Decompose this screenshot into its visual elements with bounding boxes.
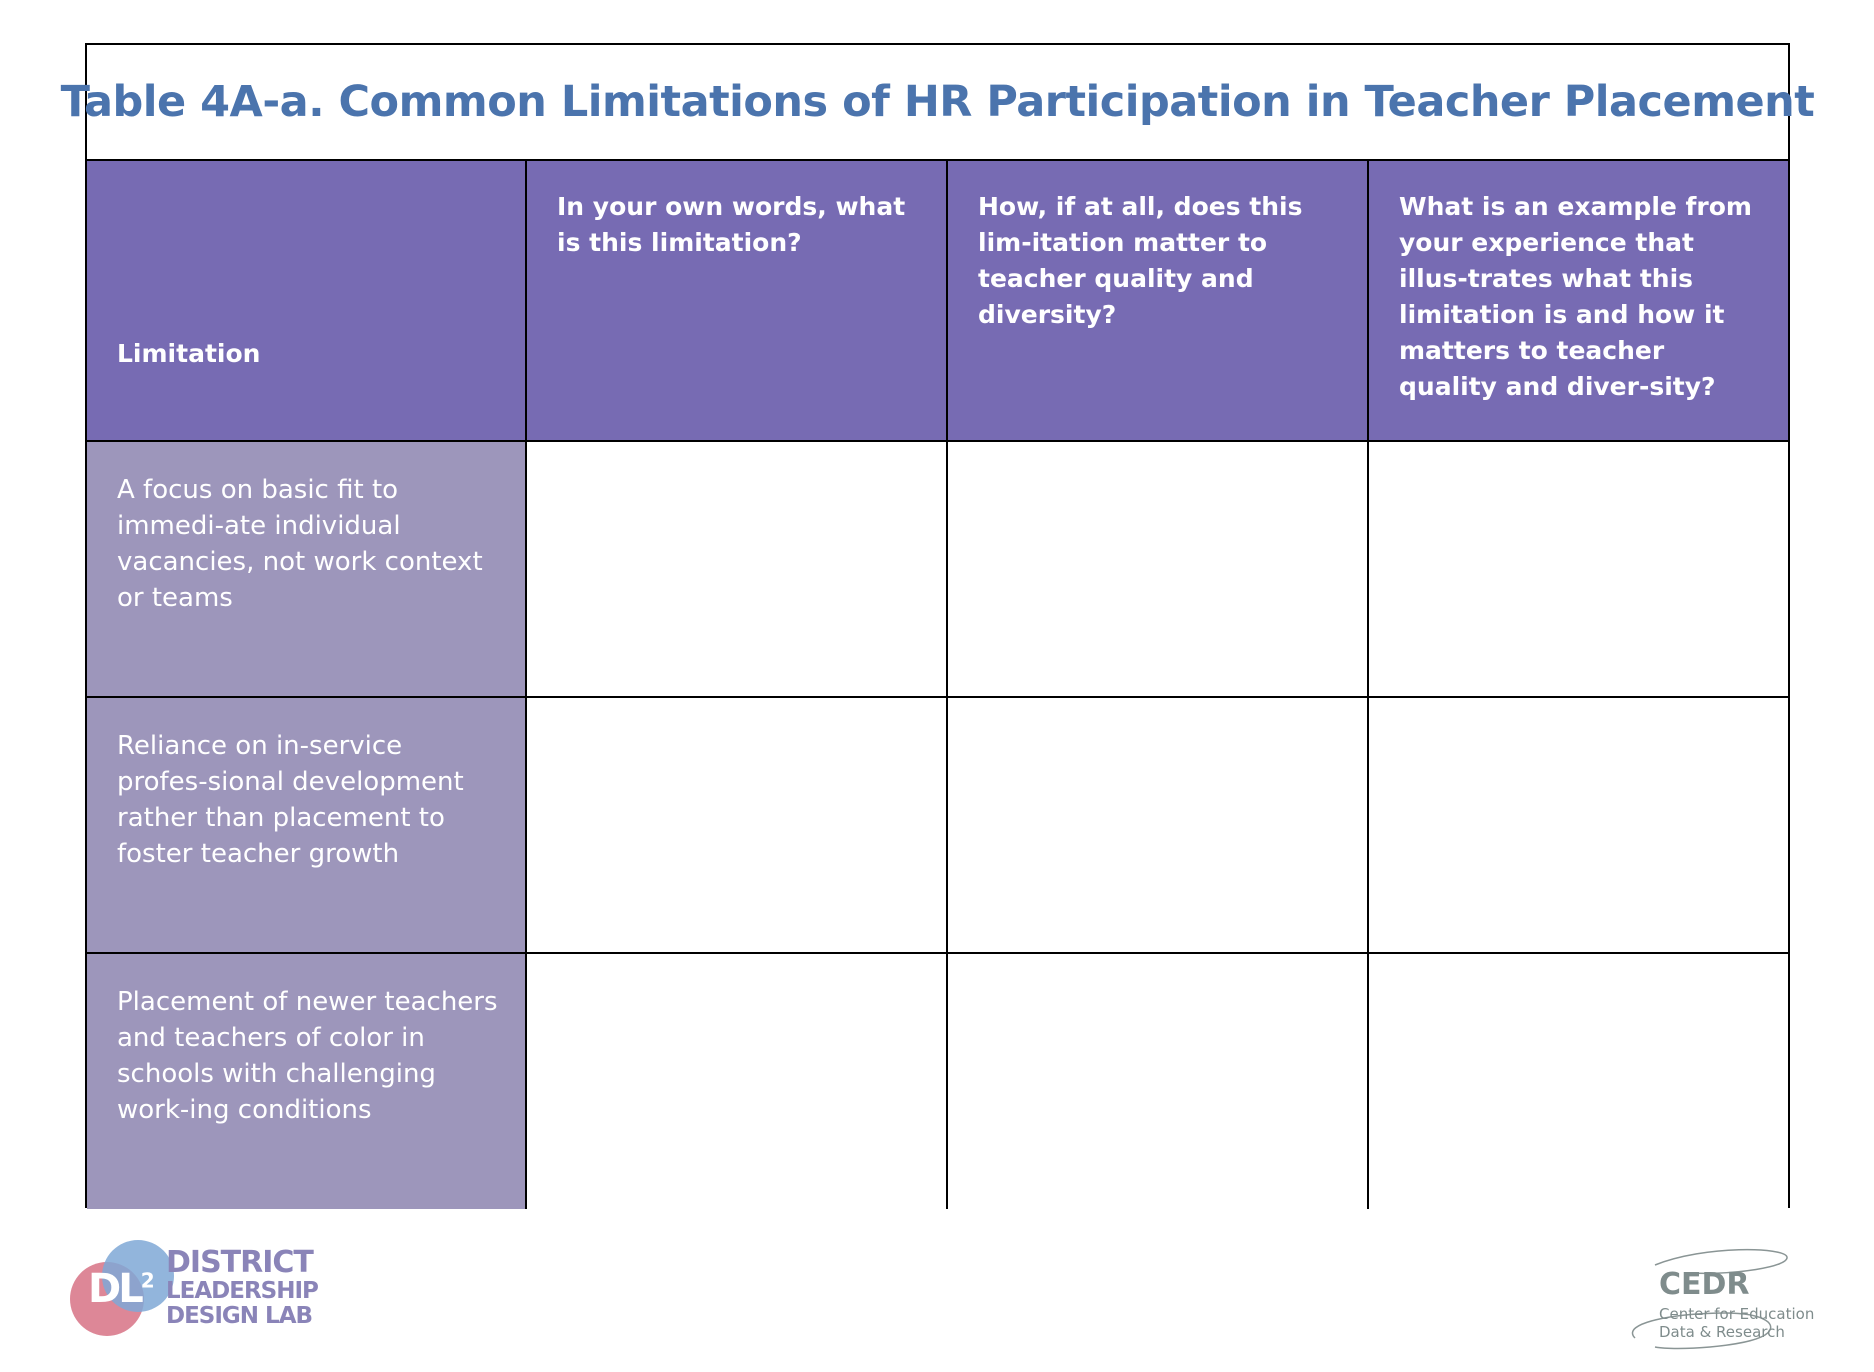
limitation-cell: A focus on basic fit to immedi-ate individual vacancies, not work context or teams (87, 441, 526, 697)
dl2-line-2: LEADERSHIP (166, 1278, 318, 1304)
cedr-subtitle-line-1: Center for Education (1659, 1305, 1815, 1323)
answer-cell-own-words[interactable] (526, 953, 947, 1209)
worksheet-table-frame (60, 43, 1815, 1208)
cedr-logo (1615, 1243, 1815, 1353)
answer-cell-why-matters[interactable] (947, 697, 1368, 953)
answer-cell-own-words[interactable] (526, 697, 947, 953)
cedr-subtitle-line-2: Data & Research (1659, 1323, 1785, 1341)
dl2-mark-letters: DL (88, 1266, 141, 1312)
table-title: Table 4A-a. Common Limitations of HR Participation in Teacher Placement (60, 77, 1815, 127)
answer-cell-example[interactable] (1368, 953, 1788, 1209)
dl2-mark-superscript: 2 (140, 1268, 155, 1293)
district-leadership-design-lab-logo (70, 1238, 330, 1338)
dl2-line-1: DISTRICT (166, 1245, 313, 1280)
header-limitation: Limitation (87, 161, 526, 441)
limitations-table (87, 161, 1788, 1209)
dl2-mark (88, 1266, 155, 1312)
answer-cell-why-matters[interactable] (947, 953, 1368, 1209)
answer-cell-own-words[interactable] (526, 441, 947, 697)
dl2-line-3: DESIGN LAB (166, 1303, 313, 1329)
cedr-subtitle (1659, 1305, 1814, 1341)
header-row (87, 161, 1788, 441)
title-row (60, 45, 1815, 161)
answer-cell-why-matters[interactable] (947, 441, 1368, 697)
dl2-wordmark (166, 1245, 318, 1329)
answer-cell-example[interactable] (1368, 697, 1788, 953)
header-why-matters: How, if at all, does this lim-itation matter to teacher quality and diversity? (947, 161, 1368, 441)
table-row (87, 953, 1788, 1209)
limitation-cell: Placement of newer teachers and teachers of color in schools with challenging work-ing conditions (87, 953, 526, 1209)
table-row (87, 697, 1788, 953)
header-example: What is an example from your experience that illus-trates what this limitation is and how it matters to teacher quality and diver-sity? (1368, 161, 1788, 441)
header-own-words: In your own words, what is this limitation? (526, 161, 947, 441)
answer-cell-example[interactable] (1368, 441, 1788, 697)
limitation-cell: Reliance on in-service profes-sional development rather than placement to foster teacher growth (87, 697, 526, 953)
table-row (87, 441, 1788, 697)
cedr-name: CEDR (1659, 1267, 1750, 1302)
